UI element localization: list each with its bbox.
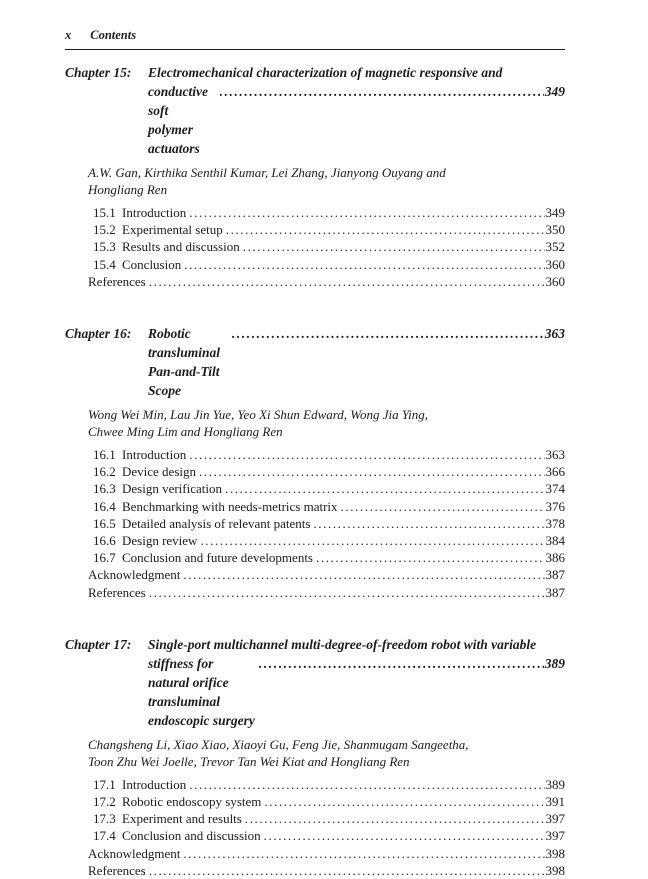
chapter-heading xyxy=(65,324,565,400)
page-number: 378 xyxy=(545,515,565,531)
toc-row xyxy=(88,862,565,879)
section-title: Results and discussion xyxy=(122,239,240,255)
section-list xyxy=(65,776,565,879)
toc-row xyxy=(93,446,565,463)
dot-leader xyxy=(149,273,545,290)
toc-row xyxy=(88,584,565,601)
dot-leader xyxy=(243,238,545,255)
dot-leader xyxy=(149,862,545,879)
section-title: Experimental setup xyxy=(122,222,223,238)
toc-row xyxy=(93,549,565,566)
section-title: Conclusion and future developments xyxy=(122,550,313,566)
section-number: 15.1 xyxy=(93,205,116,220)
authors-line: A.W. Gan, Kirthika Senthil Kumar, Lei Zhang, Jianyong Ouyang and xyxy=(88,165,446,180)
page-number: 349 xyxy=(545,205,565,220)
page-number: 397 xyxy=(545,828,565,844)
toc-row xyxy=(93,827,565,844)
dot-leader xyxy=(149,584,545,601)
section-list xyxy=(65,446,565,601)
section-number: 15.2 xyxy=(93,222,116,238)
chapter-authors xyxy=(88,164,565,198)
section-title: Benchmarking with needs-metrics matrix xyxy=(122,498,338,514)
folio-page-number: x xyxy=(65,28,72,42)
dot-leader xyxy=(225,480,545,497)
page-number: 363 xyxy=(545,447,565,463)
chapter-title xyxy=(148,324,565,400)
dot-leader xyxy=(199,463,544,480)
page-number: 350 xyxy=(545,222,565,238)
chapter-label: Chapter 17: xyxy=(65,636,132,652)
contents-page xyxy=(65,0,565,879)
authors-line: Hongliang Ren xyxy=(88,182,168,197)
page-number: 398 xyxy=(545,845,565,861)
chapter-title-line: Robotic transluminal Pan-and-Tilt Scope xyxy=(148,326,221,399)
running-head xyxy=(65,28,565,50)
section-title: Introduction xyxy=(122,205,187,220)
authors-line: Toon Zhu Wei Joelle, Trevor Tan Wei Kiat and Hongliang Ren xyxy=(88,753,410,769)
dot-leader xyxy=(183,566,544,583)
chapter-heading xyxy=(65,635,565,730)
section-title: Detailed analysis of relevant patents xyxy=(122,515,311,531)
dot-leader xyxy=(200,532,544,549)
dot-leader xyxy=(313,515,544,532)
page-number: 387 xyxy=(545,567,565,583)
toc-row xyxy=(93,810,565,827)
section-number: 16.6 xyxy=(93,533,116,549)
section-number: 15.4 xyxy=(93,256,116,272)
chapter-page-number: 389 xyxy=(544,655,565,671)
authors-line: Wong Wei Min, Lau Jin Yue, Yeo Xi Shun Edward, Wong Jia Ying, xyxy=(88,407,428,423)
toc-row xyxy=(88,273,565,290)
page-number: 386 xyxy=(545,550,565,566)
section-number: 17.1 xyxy=(93,776,116,792)
section-number: 16.5 xyxy=(93,515,116,531)
section-number: 16.7 xyxy=(93,550,116,566)
chapter-title-line: Single-port multichannel multi-degree-of-freedom robot with variable xyxy=(148,636,537,652)
dot-leader xyxy=(183,845,544,862)
section-number: 17.2 xyxy=(93,794,116,810)
section-number: 17.3 xyxy=(93,811,116,827)
page-number: 384 xyxy=(545,533,565,549)
chapter-title-line: conductive soft polymer actuators xyxy=(148,84,208,156)
section-title: Introduction xyxy=(122,776,187,792)
section-title: Device design xyxy=(122,464,197,480)
section-number: 16.1 xyxy=(93,447,116,463)
page-number: 397 xyxy=(545,811,565,827)
authors-line: Chwee Ming Lim and Hongliang Ren xyxy=(88,424,283,440)
chapter-label: Chapter 15: xyxy=(65,65,132,80)
chapter-entry xyxy=(65,635,565,879)
page-number: 352 xyxy=(545,239,565,255)
section-title: Introduction xyxy=(122,447,187,463)
dot-leader xyxy=(184,256,544,273)
toc-row xyxy=(88,566,565,583)
toc-row xyxy=(88,845,565,862)
page-number: 389 xyxy=(545,776,565,792)
chapter-title-line: stiffness for natural orifice transluminal endoscopic surgery xyxy=(148,655,255,728)
authors-line: Changsheng Li, Xiao Xiao, Xiaoyi Gu, Feng Jie, Shanmugam Sangeetha, xyxy=(88,736,469,752)
dot-leader xyxy=(245,810,545,827)
section-title: References xyxy=(88,584,146,600)
toc-row xyxy=(93,532,565,549)
page-number: 360 xyxy=(545,256,565,272)
dot-leader xyxy=(189,776,544,793)
section-title: Conclusion xyxy=(122,256,182,272)
section-number: 15.3 xyxy=(93,239,116,255)
chapter-title-line: Electromechanical characterization of magnetic responsive and xyxy=(148,65,503,80)
section-title: Design review xyxy=(122,533,198,549)
chapter-authors xyxy=(88,406,565,440)
running-head-title: Contents xyxy=(90,28,137,42)
section-title: Robotic endoscopy system xyxy=(122,794,262,810)
page-number: 376 xyxy=(545,498,565,514)
chapter-page-number: 363 xyxy=(544,326,565,342)
chapter-entry xyxy=(65,63,565,290)
chapter-entry xyxy=(65,324,565,601)
page-number: 360 xyxy=(545,273,565,289)
page-number: 366 xyxy=(545,464,565,480)
dot-leader xyxy=(232,324,544,343)
chapter-heading xyxy=(65,63,565,158)
section-title: References xyxy=(88,862,146,878)
section-title: Acknowledgment xyxy=(88,845,181,861)
section-title: Conclusion and discussion xyxy=(122,828,261,844)
toc-row xyxy=(93,793,565,810)
page-number: 374 xyxy=(545,481,565,497)
section-number: 16.3 xyxy=(93,481,116,497)
dot-leader xyxy=(259,654,544,673)
dot-leader xyxy=(264,827,545,844)
toc-row xyxy=(93,204,565,221)
section-number: 16.4 xyxy=(93,498,116,514)
dot-leader xyxy=(264,793,544,810)
page-number: 398 xyxy=(545,862,565,878)
toc-row xyxy=(93,221,565,238)
toc-row xyxy=(93,498,565,515)
section-title: References xyxy=(88,273,146,289)
dot-leader xyxy=(226,221,545,238)
chapter-authors xyxy=(88,736,565,770)
chapter-title xyxy=(148,63,565,158)
toc-row xyxy=(93,463,565,480)
toc-row xyxy=(93,776,565,793)
toc-row xyxy=(93,238,565,255)
section-list xyxy=(65,204,565,290)
dot-leader xyxy=(316,549,545,566)
section-number: 16.2 xyxy=(93,464,116,480)
toc-row xyxy=(93,256,565,273)
dot-leader xyxy=(220,82,544,101)
dot-leader xyxy=(341,498,545,515)
toc-row xyxy=(93,480,565,497)
chapter-page-number: 349 xyxy=(544,84,565,99)
section-title: Design verification xyxy=(122,481,222,497)
page-number: 391 xyxy=(545,794,565,810)
dot-leader xyxy=(189,446,544,463)
chapter-title xyxy=(148,635,565,730)
section-title: Acknowledgment xyxy=(88,567,181,583)
section-title: Experiment and results xyxy=(122,811,242,827)
page-number: 387 xyxy=(545,584,565,600)
toc-row xyxy=(93,515,565,532)
chapter-label: Chapter 16: xyxy=(65,326,132,342)
section-number: 17.4 xyxy=(93,828,116,844)
dot-leader xyxy=(189,204,544,221)
